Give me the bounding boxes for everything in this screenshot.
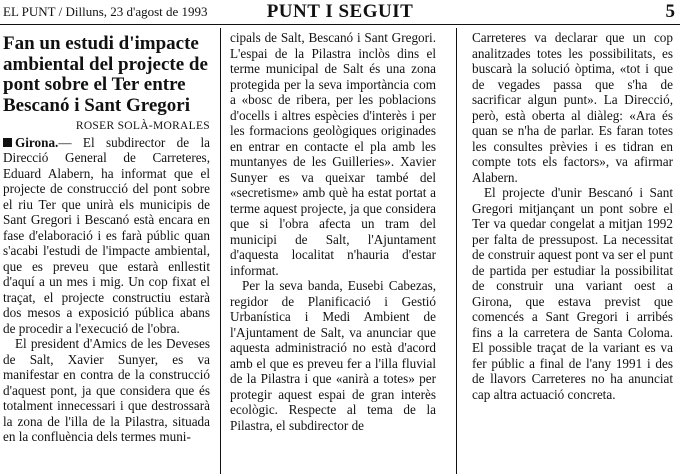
newspaper-dateline: EL PUNT / Dilluns, 23 d'agost de 1993 <box>3 4 208 19</box>
paragraph: Per la seva banda, Eusebi Cabezas, regidor de Planificació i Gestió Urbanística i Medi Ambient de l'Ajuntament de Salt, va anunciar que aquesta administració no està d'acord amb el que es preveu fer a l'illa fluvial de la Pilastra i que «anirà a totes» per protegir aquest espai de gran interès ecològic. Respecte al tema de la Pilastra, el subdirector de <box>230 278 436 433</box>
article-headline: Fan un estudi d'impacte ambiental del projecte de pont sobre el Ter entre Bescanó i Sant Gregori <box>3 33 208 116</box>
paragraph: cipals de Salt, Bescanó i Sant Gregori. L'espai de la Pilastra inclòs dins el terme municipal de Salt és una zona protegida per la seva importància com a «bosc de ribera, per les poblacions d'ocells i altres espècies d'interès i per les formacions geològiques originades en entrar en contacte el pla amb les muntanyes de les Guilleries». Xavier Sunyer es va queixar també del «secretisme» amb què ha estat portat a terme aquest projecte, ja que considera que si l'obra afecta un tram del municipi de Salt, l'Ajuntament d'aquesta localitat n'hauria d'estar informat. <box>230 30 436 278</box>
page-header <box>0 0 680 25</box>
paragraph: El president d'Amics de les Deveses de Salt, Xavier Sunyer, es va manifestar en contra de la construcció d'aquest pont, ja que considera que és totalment innecessari i que destrossarà la zona de l'illa de la Pilastra, situada en la confluència dels termes muni- <box>3 336 210 444</box>
article-column-2 <box>230 30 436 433</box>
article-column-1 <box>3 30 210 445</box>
paragraph <box>3 135 210 337</box>
paragraph: El projecte d'unir Bescanó i Sant Gregori mitjançant un pont sobre el Ter va quedar congelat a mitjan 1992 per falta de pressupost. La necessitat de construir aquest pont va ser el punt de partida per estudiar la possibilitat de construir una variant oest a Girona, que estava previst que comencés a Sant Gregori i arribés fins a la carretera de Santa Coloma. El possible traçat de la variant es va fer públic a final de l'any 1991 i des de llavors Carreteres no ha anunciat cap altra actuació concreta. <box>472 185 673 402</box>
paragraph-text: — El subdirector de la Direcció General de Carreteres, Eduard Alabern, ha informat que el projecte de construcció del pont sobre el riu Ter que unirà els municipis de Sant Gregori i Bescanó està encara en fase d'elaboració i es farà públic quan s'acabi l'estudi de l'impacte ambiental, que es preveu que estarà enllestit d'aquí a un mes i mig. Un cop fixat el traçat, el projecte constructiu estarà dos mesos a exposició pública abans de procedir a l'execució de l'obra. <box>3 134 210 336</box>
section-title: PUNT I SEGUIT <box>266 1 414 22</box>
page-number: 5 <box>665 1 675 22</box>
article-column-3 <box>472 30 673 402</box>
paragraph: Carreteres va declarar que un cop analitzades totes les possibilitats, es buscarà la solució òptima, «tot i que de vegades passa que s'ha de sacrificar algun punt». La Direcció, però, està oberta al diàleg: «Ara és quan se n'ha de parlar. Es faran totes les consultes prèvies i es tidran en compte tots els factors», va afirmar Alabern. <box>472 30 673 185</box>
column-divider <box>220 28 221 474</box>
column-divider <box>456 28 457 474</box>
dateline-place: Girona. <box>15 134 59 150</box>
article-byline: ROSER SOLÀ-MORALES <box>75 120 210 132</box>
square-bullet-icon <box>3 138 12 147</box>
